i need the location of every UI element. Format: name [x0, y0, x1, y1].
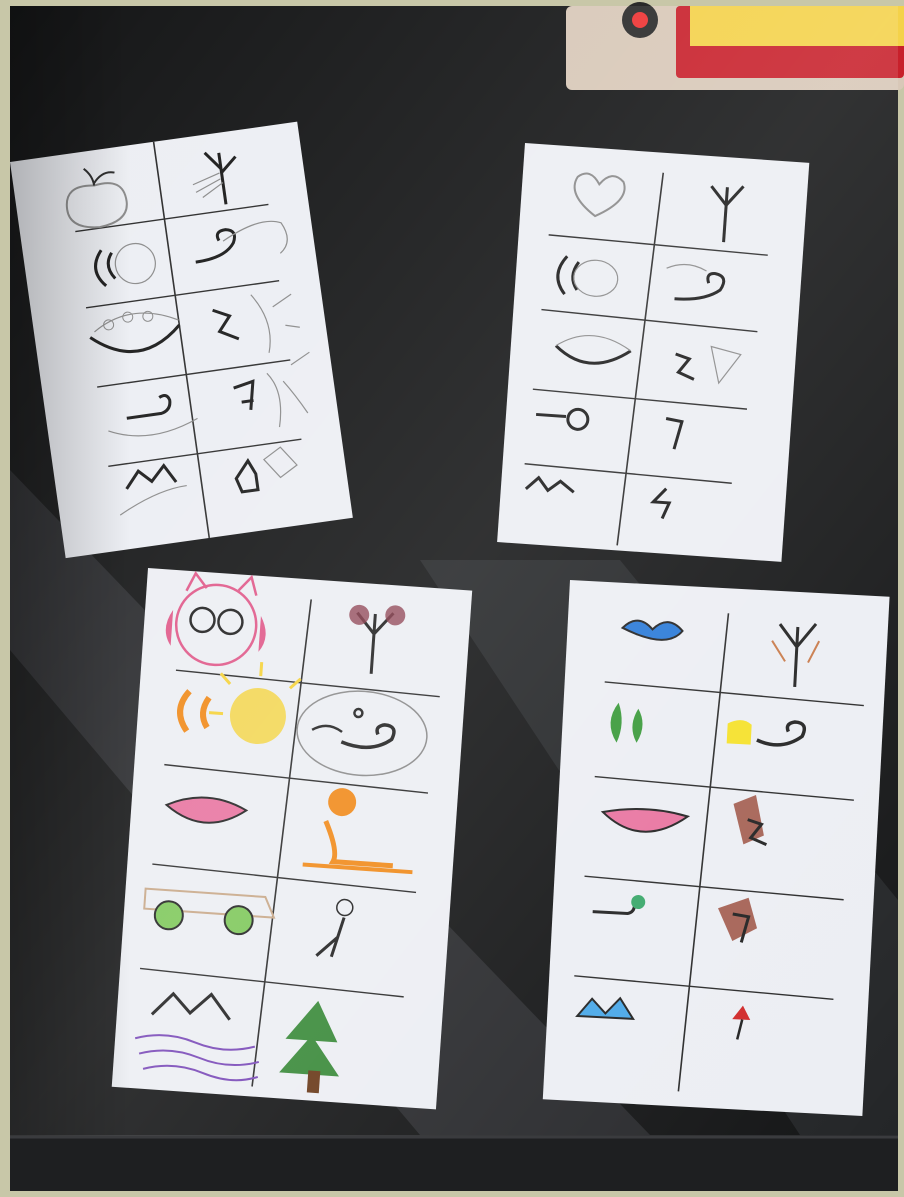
table-edge	[10, 1135, 898, 1191]
left-shadow	[10, 6, 130, 1136]
sunlight-overlay	[10, 6, 898, 1136]
